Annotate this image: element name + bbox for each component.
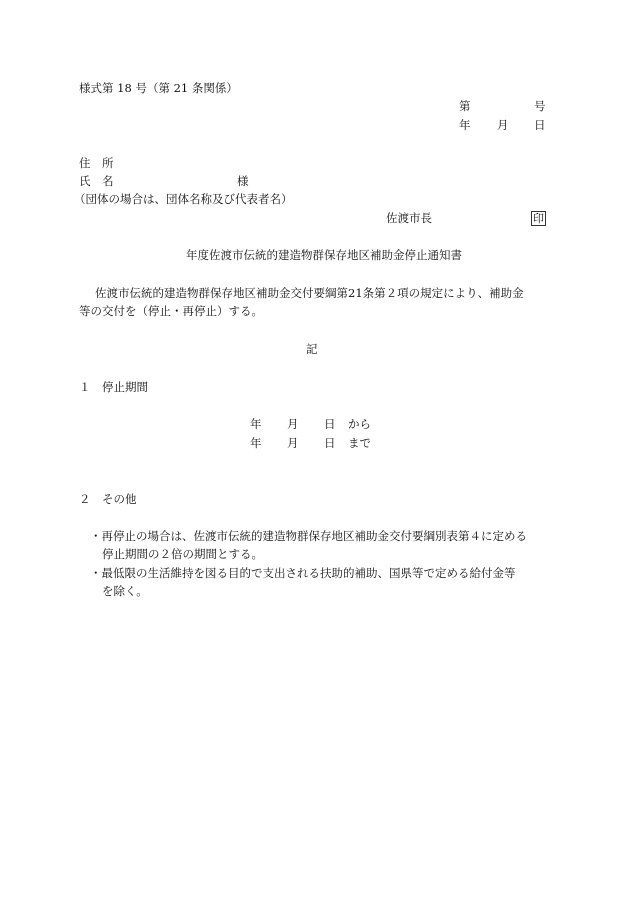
date-year: 年 xyxy=(459,118,471,132)
section2-heading: ２ その他 xyxy=(79,492,137,506)
ki-label: 記 xyxy=(306,342,318,356)
bullet2-line2: を除く。 xyxy=(102,584,148,598)
seal-stamp xyxy=(531,210,546,226)
name-label: 氏 名 xyxy=(79,174,114,188)
from-month: 月 xyxy=(287,417,299,431)
section1-heading: １ 停止期間 xyxy=(79,380,148,394)
bullet1-line2: 停止期間の２倍の期間とする。 xyxy=(102,547,263,561)
group-note: （団体の場合は、団体名称及び代表者名） xyxy=(74,192,293,206)
body-text-line2: 等の交付を（停止・再停止）する。 xyxy=(79,304,263,318)
issuer-title: 佐渡市長 xyxy=(386,211,432,225)
from-suffix: から xyxy=(348,417,371,431)
bullet1-line1: ・再停止の場合は、佐渡市伝統的建造物群保存地区補助金交付要綱別表第４に定める xyxy=(90,529,527,543)
to-month: 月 xyxy=(287,436,299,450)
to-day: 日 xyxy=(324,436,336,450)
date-day: 日 xyxy=(534,118,546,132)
bullet2-line1: ・最低限の生活維持を図る目的で支出される扶助的補助、国県等で定める給付金等 xyxy=(90,566,516,580)
from-year: 年 xyxy=(250,417,262,431)
doc-number-prefix: 第 xyxy=(459,99,471,113)
from-day: 日 xyxy=(324,417,336,431)
honorific: 様 xyxy=(237,174,249,188)
doc-number-suffix: 号 xyxy=(534,99,546,113)
seal-label: 印 xyxy=(533,212,544,225)
address-label: 住 所 xyxy=(79,156,114,170)
to-year: 年 xyxy=(250,436,262,450)
document-title: 年度佐渡市伝統的建造物群保存地区補助金停止通知書 xyxy=(186,248,462,262)
to-suffix: まで xyxy=(348,436,371,450)
body-text-line1: 佐渡市伝統的建造物群保存地区補助金交付要綱第21条第２項の規定により、補助金 xyxy=(95,286,524,300)
form-label: 様式第 18 号（第 21 条関係） xyxy=(79,81,238,95)
date-month: 月 xyxy=(497,118,509,132)
